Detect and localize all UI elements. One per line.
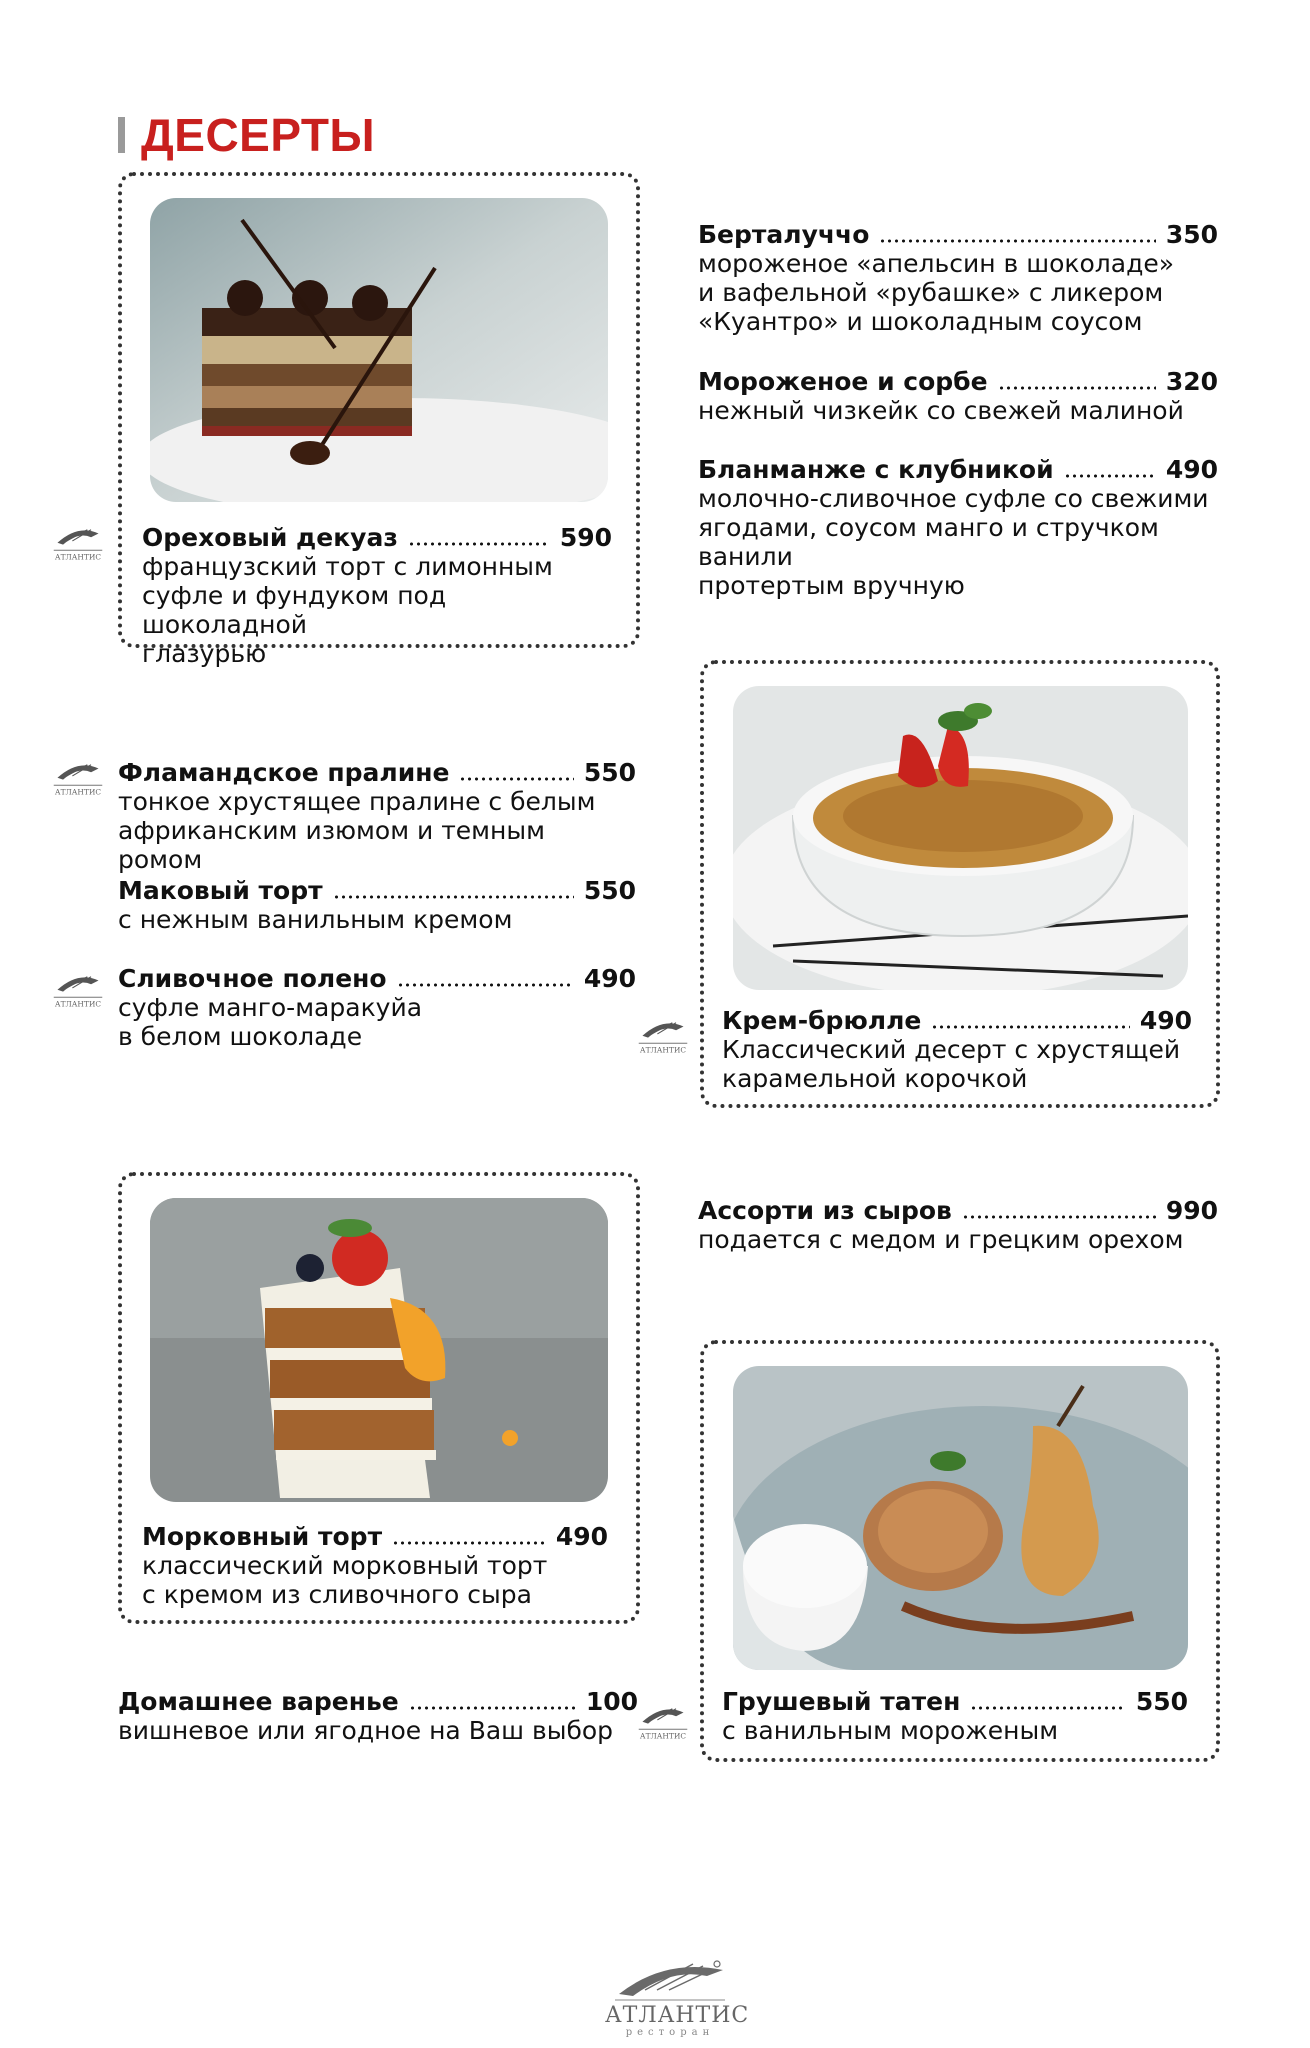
atlantis-logo-icon	[50, 515, 106, 565]
item-name: Ассорти из сыров	[698, 1196, 952, 1225]
item-name: Грушевый татен	[722, 1687, 961, 1716]
item-description: с ванильным мороженым	[722, 1716, 1059, 1745]
item-description: суфле манго-маракуйа	[118, 993, 423, 1022]
section-header	[118, 108, 375, 162]
item-description: классический морковный торт	[142, 1551, 548, 1580]
photo-grushevy-taten	[733, 1366, 1188, 1670]
item-name: Берталуччо	[698, 220, 870, 249]
item-description: Классический десерт с хрустящей	[722, 1035, 1181, 1064]
svg-text:АТЛАНТИС: АТЛАНТИС	[639, 1731, 687, 1741]
atlantis-logo-icon	[50, 750, 106, 800]
item-price: 350	[1165, 220, 1218, 249]
item-description: глазурью	[142, 639, 267, 668]
menu-item-blanmanzhe	[698, 455, 1218, 600]
dot-leader	[970, 1706, 1125, 1710]
footer-logo	[605, 1950, 750, 2040]
menu-item-krem-bryulle	[722, 1006, 1192, 1093]
dot-leader	[931, 1025, 1129, 1029]
item-description: с нежным ванильным кремом	[118, 905, 513, 934]
item-price: 490	[1165, 455, 1218, 484]
menu-item-makovy	[118, 876, 636, 934]
item-name: Маковый торт	[118, 876, 323, 905]
dot-leader	[333, 895, 574, 899]
atlantis-logo-icon	[635, 1008, 691, 1058]
dot-leader	[879, 239, 1155, 243]
item-price: 550	[583, 758, 636, 787]
dot-leader	[409, 1706, 576, 1710]
svg-text:АТЛАНТИС: АТЛАНТИС	[54, 552, 102, 562]
item-name: Бланманже с клубникой	[698, 455, 1054, 484]
dot-leader	[397, 983, 574, 987]
menu-item-morkovny	[142, 1522, 608, 1609]
atlantis-logo-icon	[50, 962, 106, 1012]
atlantis-logo-icon	[635, 1694, 691, 1744]
dot-leader	[998, 386, 1156, 390]
item-name: Ореховый декуаз	[142, 523, 398, 552]
item-price: 490	[1139, 1006, 1192, 1035]
item-description: молочно-сливочное суфле со свежими	[698, 484, 1209, 513]
menu-item-varenye	[118, 1687, 638, 1745]
dot-leader	[1064, 474, 1156, 478]
svg-text:АТЛАНТИС: АТЛАНТИС	[54, 999, 102, 1009]
item-price: 590	[559, 523, 612, 552]
item-name: Морковный торт	[142, 1522, 383, 1551]
dot-leader	[459, 777, 573, 781]
item-price: 100	[585, 1687, 638, 1716]
item-name: Фламандское пралине	[118, 758, 450, 787]
item-name: Домашнее варенье	[118, 1687, 399, 1716]
photo-morkovny-tort	[150, 1198, 608, 1502]
footer-logo-name: АТЛАНТИС	[605, 2003, 750, 2028]
atlantis-logo-icon	[605, 1950, 735, 2005]
photo-orekhovy-dekuaz	[150, 198, 608, 502]
page-title: ДЕСЕРТЫ	[141, 109, 376, 161]
menu-item-slivochnoe	[118, 964, 636, 1051]
menu-item-morozhenoe	[698, 367, 1218, 425]
dot-leader	[392, 1541, 546, 1545]
item-description: карамельной корочкой	[722, 1064, 1028, 1093]
item-description: африканским изюмом и темным ромом	[118, 816, 545, 874]
footer-logo-subtitle: ресторан	[625, 2027, 715, 2038]
svg-text:АТЛАНТИС: АТЛАНТИС	[639, 1045, 687, 1055]
item-description: с кремом из сливочного сыра	[142, 1580, 532, 1609]
item-description: подается с медом и грецким орехом	[698, 1225, 1184, 1254]
item-description: вишневое или ягодное на Ваш выбор	[118, 1716, 614, 1745]
item-description: в белом шоколаде	[118, 1022, 363, 1051]
item-description: французский торт с лимонным	[142, 552, 553, 581]
item-price: 990	[1165, 1196, 1218, 1225]
item-description: суфле и фундуком под шоколадной	[142, 581, 447, 639]
item-description: нежный чизкейк со свежей малиной	[698, 396, 1184, 425]
photo-krem-bryulle	[733, 686, 1188, 990]
item-price: 550	[1135, 1687, 1188, 1716]
title-bar	[118, 117, 125, 153]
item-price: 320	[1165, 367, 1218, 396]
item-description: протертым вручную	[698, 571, 965, 600]
menu-item-bertaluchcho	[698, 220, 1218, 336]
item-name: Сливочное полено	[118, 964, 387, 993]
dot-leader	[408, 542, 550, 546]
svg-text:АТЛАНТИС: АТЛАНТИС	[54, 787, 102, 797]
item-description: тонкое хрустящее пралине с белым	[118, 787, 596, 816]
item-description: и вафельной «рубашке» с ликером	[698, 278, 1164, 307]
item-name: Мороженое и сорбе	[698, 367, 988, 396]
menu-item-assorti	[698, 1196, 1218, 1254]
item-price: 550	[583, 876, 636, 905]
menu-item-orekhovy	[142, 523, 612, 668]
item-description: «Куантро» и шоколадным соусом	[698, 307, 1143, 336]
menu-item-flamandskoe	[118, 758, 636, 874]
item-description: ягодами, соусом манго и стручком ванили	[698, 513, 1159, 571]
item-description: мороженое «апельсин в шоколаде»	[698, 249, 1175, 278]
item-name: Крем-брюлле	[722, 1006, 922, 1035]
item-price: 490	[583, 964, 636, 993]
menu-item-grushevy	[722, 1687, 1188, 1745]
item-price: 490	[555, 1522, 608, 1551]
dot-leader	[962, 1215, 1156, 1219]
